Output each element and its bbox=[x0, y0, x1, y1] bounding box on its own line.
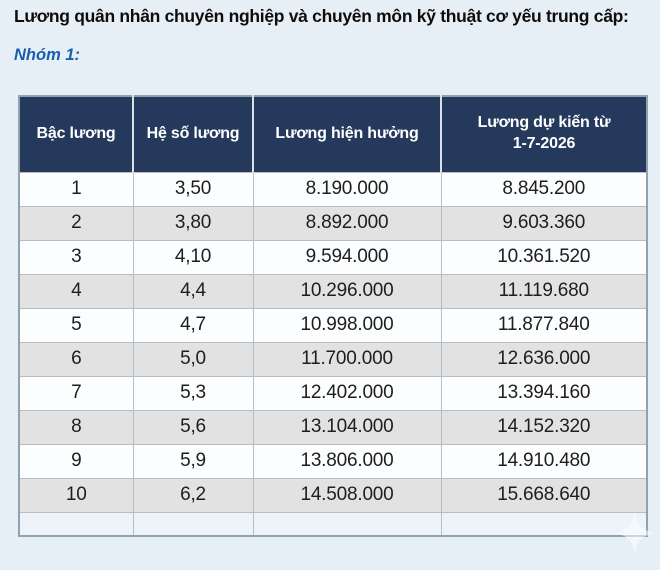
cell-heso: 5,6 bbox=[133, 410, 253, 444]
cell-heso: 4,7 bbox=[133, 308, 253, 342]
cell-dukien: 11.119.680 bbox=[441, 274, 647, 308]
cell-dukien: 9.603.360 bbox=[441, 206, 647, 240]
column-header-line1: Lương dự kiến từ bbox=[477, 114, 611, 132]
cell-dukien: 15.668.640 bbox=[441, 478, 647, 512]
cell-hienhuong: 10.998.000 bbox=[253, 308, 441, 342]
table-row-empty bbox=[19, 512, 647, 536]
cell-dukien: 14.152.320 bbox=[441, 410, 647, 444]
cell-bac: 5 bbox=[19, 308, 133, 342]
cell-hienhuong: 8.190.000 bbox=[253, 172, 441, 206]
group-label: Nhóm 1: bbox=[14, 46, 80, 64]
table-row bbox=[19, 274, 647, 308]
empty-cell bbox=[133, 512, 253, 536]
cell-dukien: 12.636.000 bbox=[441, 342, 647, 376]
cell-hienhuong: 8.892.000 bbox=[253, 206, 441, 240]
cell-hienhuong: 9.594.000 bbox=[253, 240, 441, 274]
cell-hienhuong: 12.402.000 bbox=[253, 376, 441, 410]
cell-hienhuong: 13.104.000 bbox=[253, 410, 441, 444]
cell-bac: 10 bbox=[19, 478, 133, 512]
cell-bac: 2 bbox=[19, 206, 133, 240]
column-header-line2: 1-7-2026 bbox=[512, 135, 576, 153]
cell-dukien: 13.394.160 bbox=[441, 376, 647, 410]
cell-dukien: 11.877.840 bbox=[441, 308, 647, 342]
table-row bbox=[19, 376, 647, 410]
cell-heso: 3,50 bbox=[133, 172, 253, 206]
cell-dukien: 10.361.520 bbox=[441, 240, 647, 274]
cell-bac: 7 bbox=[19, 376, 133, 410]
cell-heso: 5,9 bbox=[133, 444, 253, 478]
table-row bbox=[19, 206, 647, 240]
cell-hienhuong: 14.508.000 bbox=[253, 478, 441, 512]
cell-bac: 8 bbox=[19, 410, 133, 444]
cell-hienhuong: 11.700.000 bbox=[253, 342, 441, 376]
table-row bbox=[19, 240, 647, 274]
column-header-he-so-luong: Hệ số lương bbox=[133, 96, 253, 172]
table-row bbox=[19, 342, 647, 376]
table-row bbox=[19, 478, 647, 512]
cell-bac: 1 bbox=[19, 172, 133, 206]
cell-heso: 3,80 bbox=[133, 206, 253, 240]
cell-heso: 5,3 bbox=[133, 376, 253, 410]
empty-cell bbox=[19, 512, 133, 536]
cell-dukien: 14.910.480 bbox=[441, 444, 647, 478]
table-row bbox=[19, 444, 647, 478]
empty-cell bbox=[253, 512, 441, 536]
cell-hienhuong: 13.806.000 bbox=[253, 444, 441, 478]
cell-bac: 9 bbox=[19, 444, 133, 478]
salary-table bbox=[18, 95, 648, 537]
cell-dukien: 8.845.200 bbox=[441, 172, 647, 206]
cell-heso: 4,10 bbox=[133, 240, 253, 274]
cell-bac: 3 bbox=[19, 240, 133, 274]
cell-heso: 4,4 bbox=[133, 274, 253, 308]
column-header-bac-luong: Bậc lương bbox=[19, 96, 133, 172]
page-title: Lương quân nhân chuyên nghiệp và chuyên môn kỹ thuật cơ yếu trung cấp: bbox=[14, 6, 629, 26]
table-row bbox=[19, 172, 647, 206]
column-header-luong-hien-huong: Lương hiện hưởng bbox=[253, 96, 441, 172]
cell-hienhuong: 10.296.000 bbox=[253, 274, 441, 308]
cell-bac: 6 bbox=[19, 342, 133, 376]
cell-heso: 6,2 bbox=[133, 478, 253, 512]
cell-bac: 4 bbox=[19, 274, 133, 308]
table-header bbox=[19, 96, 647, 172]
column-header-luong-du-kien bbox=[441, 96, 647, 172]
cell-heso: 5,0 bbox=[133, 342, 253, 376]
table-row bbox=[19, 308, 647, 342]
empty-cell bbox=[441, 512, 647, 536]
table-row bbox=[19, 410, 647, 444]
